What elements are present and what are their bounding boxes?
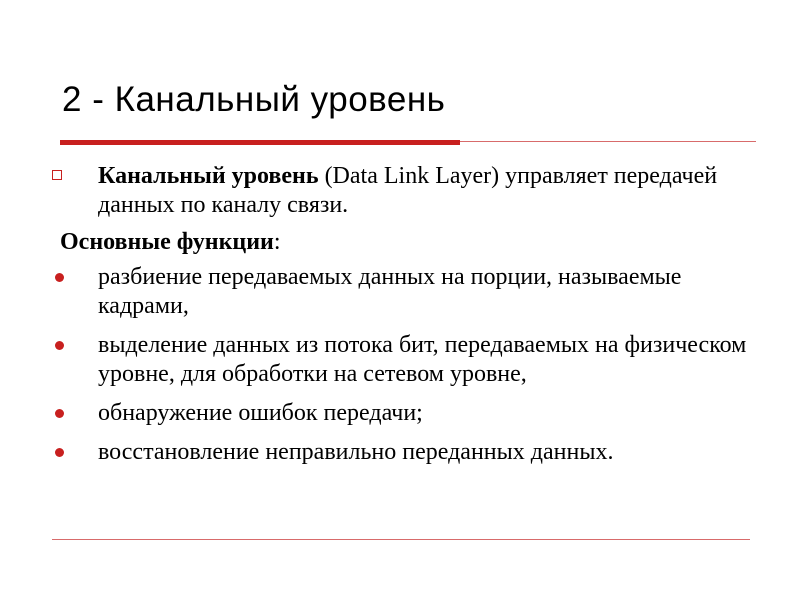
- bullet-dot-icon: [55, 273, 64, 282]
- bottom-divider: [52, 539, 750, 540]
- list-item: [52, 438, 772, 467]
- list-item: [52, 331, 772, 389]
- hollow-square-icon: [52, 170, 62, 180]
- title-underline-thick: [60, 140, 460, 145]
- intro-term: Канальный уровень: [98, 163, 319, 189]
- title-underline-thin: [460, 141, 756, 142]
- intro-paragraph: [52, 162, 772, 220]
- slide-body: [52, 162, 772, 477]
- bullet-dot-icon: [55, 341, 64, 350]
- functions-heading-text: Основные функции: [60, 229, 274, 255]
- list-item-text: выделение данных из потока бит, передаваемых на физическом уровне, для обработки на сетевом уровне,: [98, 332, 747, 387]
- bullet-dot-icon: [55, 448, 64, 457]
- list-item-text: восстановление неправильно переданных данных.: [98, 439, 614, 465]
- list-item: [52, 263, 772, 321]
- list-item-text: обнаружение ошибок передачи;: [98, 400, 423, 426]
- list-item: [52, 399, 772, 428]
- bullet-dot-icon: [55, 409, 64, 418]
- list-item-text: разбиение передаваемых данных на порции, называемые кадрами,: [98, 264, 682, 319]
- slide-title: 2 - Канальный уровень: [62, 80, 446, 119]
- functions-heading: [52, 228, 772, 257]
- functions-heading-colon: :: [273, 229, 281, 255]
- intro-text: (Data Link Layer) управляет передачей данных по каналу связи.: [98, 163, 718, 218]
